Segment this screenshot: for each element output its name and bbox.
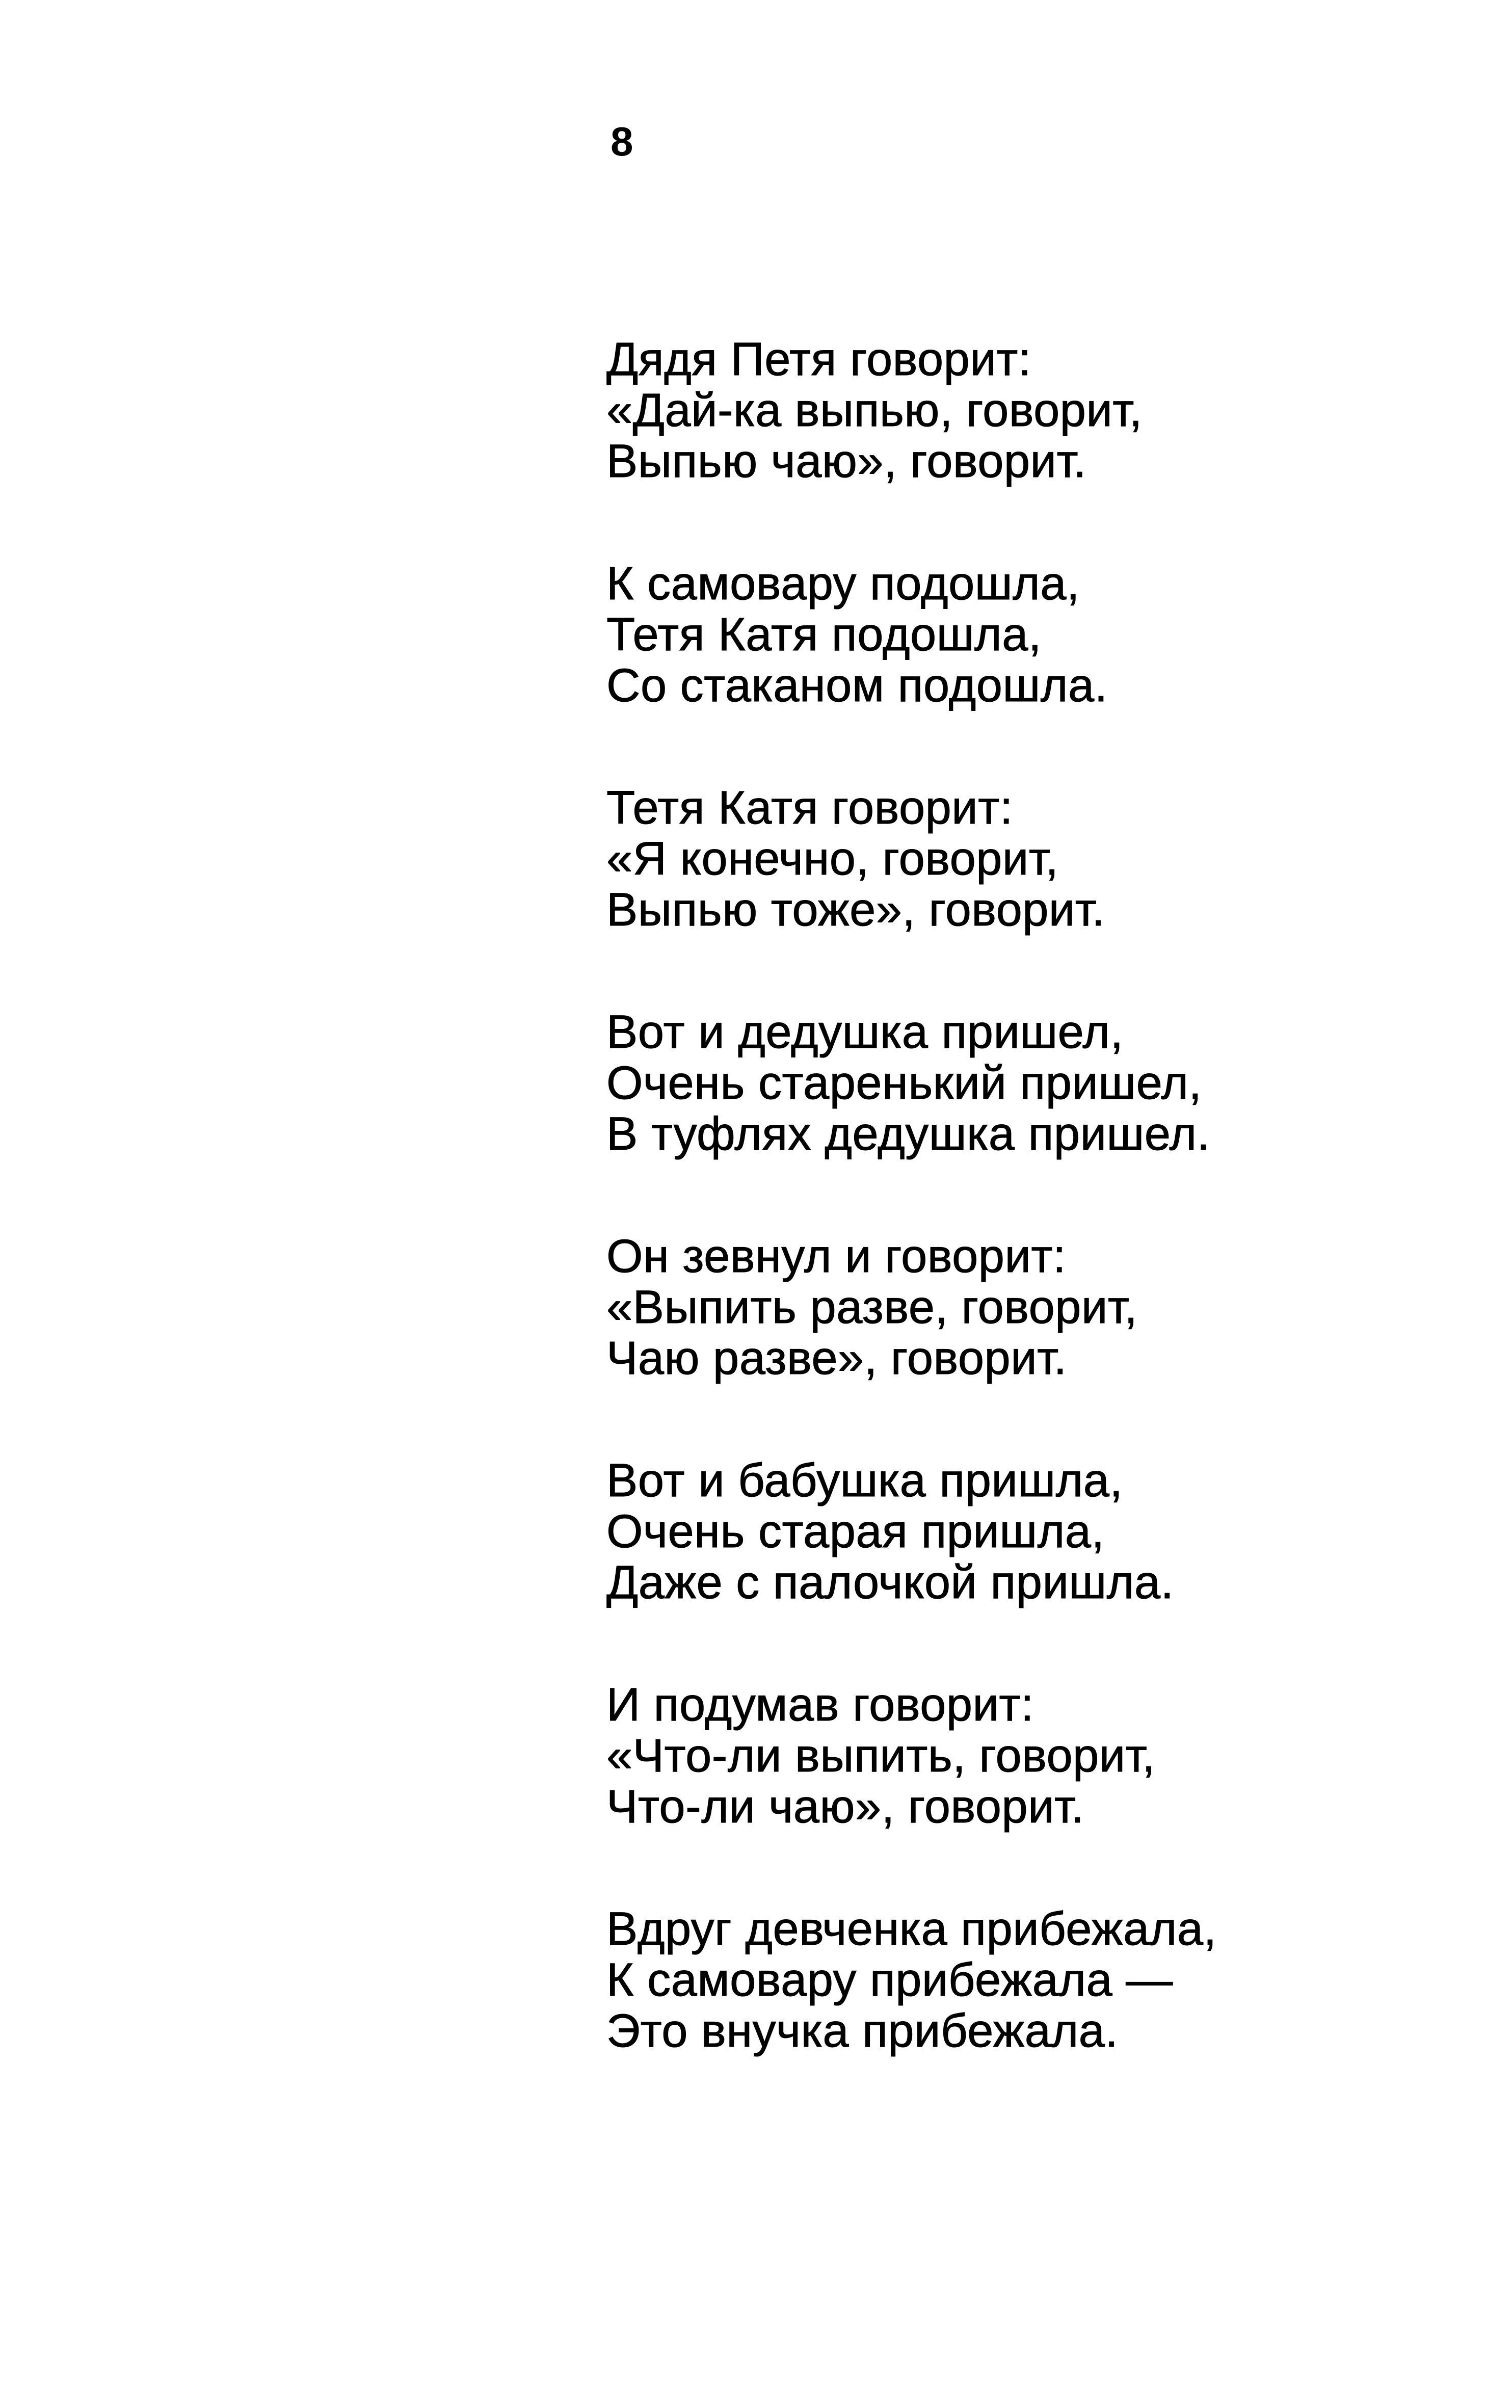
stanza-1 <box>606 334 1473 487</box>
poem-line: Тетя Катя говорит: <box>606 782 1013 834</box>
poem-line: «Что-ли выпить, говорит, <box>606 1730 1156 1782</box>
poem-line: «Я конечно, говорит, <box>606 833 1059 885</box>
poem-line: Очень старая пришла, <box>606 1505 1105 1557</box>
stanza-3 <box>606 782 1473 935</box>
poem-line: «Выпить разве, говорит, <box>606 1281 1138 1333</box>
poem-line: Что-ли чаю», говорит. <box>606 1781 1084 1833</box>
stanza-7 <box>606 1679 1473 1832</box>
poem-line: Он зевнул и говорит: <box>606 1230 1067 1282</box>
poem-line: В туфлях дедушка пришел. <box>606 1108 1210 1160</box>
stanza-2 <box>606 558 1473 711</box>
poem-line: Даже с палочкой пришла. <box>606 1556 1174 1608</box>
stanza-6 <box>606 1455 1473 1608</box>
stanza-4 <box>606 1007 1473 1159</box>
stanza-8 <box>606 1903 1473 2056</box>
stanza-5 <box>606 1231 1473 1384</box>
poem-line: К самовару подошла, <box>606 558 1080 610</box>
poem-line: Выпью тоже», говорит. <box>606 884 1105 936</box>
poem-line: Выпью чаю», говорит. <box>606 435 1086 487</box>
poem-line: Вот и бабушка пришла, <box>606 1454 1123 1506</box>
poem-line: Тетя Катя подошла, <box>606 608 1042 660</box>
poem-line: Вдруг девченка прибежала, <box>606 1903 1217 1955</box>
poem-line: Чаю разве», говорит. <box>606 1332 1067 1384</box>
poem-line: Это внучка прибежала. <box>606 2005 1119 2057</box>
poem-line: К самовару прибежала — <box>606 1954 1173 2006</box>
poem-line: Вот и дедушка пришел, <box>606 1006 1124 1058</box>
poem-line: Со стаканом подошла. <box>606 659 1108 711</box>
poem-line: Дядя Петя говорит: <box>606 333 1031 385</box>
poem <box>606 334 1473 2056</box>
poem-line: «Дай-ка выпью, говорит, <box>606 384 1143 436</box>
page-number: 8 <box>611 119 633 164</box>
poem-line: Очень старенький пришел, <box>606 1057 1202 1109</box>
poem-line: И подумав говорит: <box>606 1679 1034 1731</box>
